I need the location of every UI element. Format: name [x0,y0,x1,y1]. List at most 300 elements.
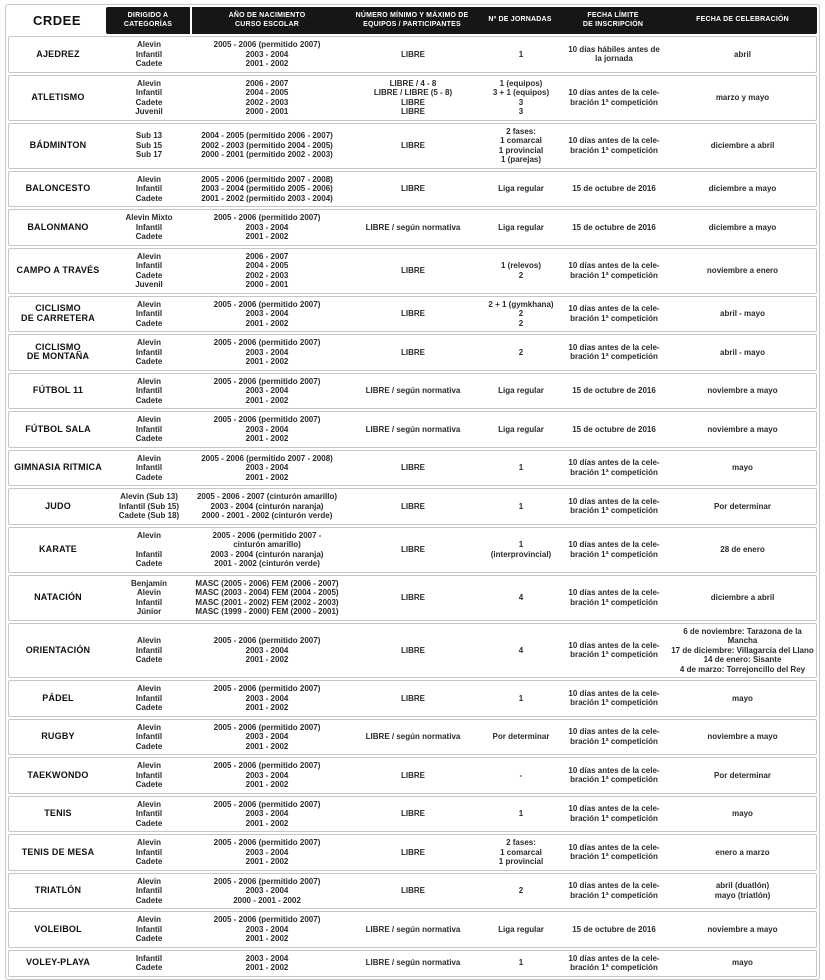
birth-years-cell [191,578,343,618]
fecha-celebracion-cell [669,578,816,618]
cell-line: 1 [518,463,524,472]
cell-line: 2005 - 2006 (permitido 2007 - [212,530,322,540]
cell-line: CAMPO A TRAVÉS [16,264,100,275]
cell-line: Cadete [135,318,163,328]
cell-line: Alevin [136,838,161,847]
cell-line: bración 1ª competición [570,352,658,362]
cell-line: CICLISMO [35,341,81,352]
cell-line: Infantil [135,770,163,780]
table-row [8,411,817,448]
cell-line: Infantil [135,693,163,703]
cell-line: 2003 - 2004 (cinturón naranja) [210,549,324,559]
fecha-celebracion-cell [669,174,816,205]
birth-years-cell [191,212,343,243]
cell-line: Alevin [136,722,161,732]
birth-years-cell [191,914,343,945]
cell-line: 2 fases: [506,838,536,847]
cell-line: 2004 - 2005 (permitido 2006 - 2007) [201,131,333,141]
jornadas-cell [483,578,559,618]
fecha-celebracion-cell [669,337,816,368]
cell-line: Alevin [136,251,161,261]
cell-line: MASC (2001 - 2002) FEM (2002 - 2003) [195,597,339,607]
cell-line: 2003 - 2004 [245,386,289,395]
cell-line: bración 1ª competición [570,597,658,607]
cell-line: 2001 - 2002 [245,963,289,972]
cell-line: 1 (relevos) [500,261,542,270]
cell-line: 1 (equipos) [499,78,543,88]
cell-line: CICLISMO [35,303,81,314]
header-equipos [342,7,482,34]
categories-cell [107,174,191,205]
birth-years-cell [191,799,343,830]
birth-years-cell [191,722,343,753]
cell-line: 2001 - 2002 [245,59,289,68]
cell-line: LIBRE [401,49,425,59]
cell-line: 15 de octubre de 2016 [572,386,656,395]
fecha-limite-cell [559,491,669,522]
cell-line: noviembre a mayo [707,386,778,395]
cell-line: Cadete [135,472,163,482]
cell-line: diciembre a abril [710,140,775,150]
cell-line: 10 días antes de la cele- [568,342,660,352]
sport-name-cell [9,251,107,291]
cell-line: 2004 - 2005 [245,261,289,270]
equipos-cell [343,683,483,714]
cell-line: 4 [518,592,524,602]
sport-name-cell [9,126,107,166]
cell-line: Infantil [135,463,163,472]
cell-line: Cadete [135,270,163,280]
cell-line: bración 1ª competición [570,736,658,746]
equipos-cell [343,530,483,570]
sport-name-cell [9,876,107,907]
jornadas-cell [483,530,559,570]
fecha-celebracion-cell [669,530,816,570]
table-row [8,873,817,910]
cell-line: Cadete [135,780,163,789]
equipos-cell [343,337,483,368]
header-fecha-celebracion [668,7,817,34]
sport-name-cell [9,722,107,753]
jornadas-cell [483,876,559,907]
equipos-cell [343,626,483,676]
cell-line: FÚTBOL 11 [32,385,84,395]
cell-line: bración 1ª competición [570,813,658,823]
cell-line: 10 días antes de la cele- [568,953,660,963]
jornadas-cell [483,722,559,753]
cell-line: 2003 - 2004 [245,49,289,59]
fecha-limite-cell [559,953,669,974]
equipos-cell [343,914,483,945]
cell-line: Infantil [135,88,163,97]
fecha-limite-cell [559,760,669,791]
table-row [8,75,817,121]
cell-line: abril [734,49,751,59]
table-header-row [8,7,817,34]
birth-years-cell [191,299,343,330]
categories-cell [107,78,191,118]
cell-line: 2003 - 2004 [245,732,289,741]
cell-line: Liga regular [498,222,544,232]
cell-line: Cadete (Sub 18) [118,511,180,520]
fecha-limite-cell [559,722,669,753]
cell-line: Benjamín [130,578,167,588]
cell-line: Por determinar [492,732,550,741]
cell-line: bración 1ª competición [570,963,658,972]
sport-name-cell [9,491,107,522]
cell-line: 1 comarcal [500,847,542,857]
cell-line: LIBRE [401,265,425,275]
cell-line: abril - mayo [720,309,765,318]
cell-line: 1 [518,49,524,59]
cell-line: diciembre a mayo [708,184,777,193]
sport-name-cell [9,376,107,407]
cell-line: Alevin [136,40,161,49]
categories-cell [107,212,191,243]
cell-line: (interprovincial) [490,549,552,559]
equipos-cell [343,837,483,868]
cell-line: Alevin [136,338,161,347]
cell-line: 2005 - 2006 (permitido 2007) [213,799,321,809]
cell-line: Cadete [135,857,163,866]
cell-line: Alevin [136,78,161,88]
sport-name-cell [9,953,107,974]
equipos-cell [343,799,483,830]
cell-line: LIBRE [401,886,425,895]
fecha-celebracion-cell [669,837,816,868]
cell-line: noviembre a enero [706,265,779,275]
cell-line: 2 [518,309,524,318]
birth-years-cell [191,174,343,205]
cell-line: Infantil [135,309,163,318]
categories-cell [107,251,191,291]
table-row [8,950,817,977]
birth-years-cell [191,251,343,291]
cell-line: 10 días antes de la cele- [568,261,660,270]
cell-line: 10 días antes de la cele- [568,496,660,506]
birth-years-cell [191,530,343,570]
cell-line: Cadete [135,59,163,68]
cell-line: TENIS [44,808,72,818]
categories-cell [107,722,191,753]
jornadas-cell [483,760,559,791]
cell-line: LIBRE / según normativa [365,222,461,232]
cell-line: 10 días antes de la cele- [568,640,660,650]
cell-line: 2002 - 2003 [245,270,289,280]
cell-line: LIBRE [401,544,425,554]
cell-line: 2000 - 2001 [245,280,289,289]
fecha-limite-cell [559,876,669,907]
cell-line: 2003 - 2004 [245,770,289,780]
cell-line: LIBRE [401,140,425,150]
cell-line: Infantil [135,347,163,357]
categories-cell [107,299,191,330]
fecha-limite-cell [559,39,669,70]
cell-line: 10 días antes de la cele- [568,842,660,852]
table-row [8,719,817,756]
cell-line: 2003 - 2004 [245,309,289,318]
cell-line: 2001 - 2002 [245,232,289,241]
sport-name-cell [9,626,107,676]
equipos-cell [343,251,483,291]
equipos-cell [343,722,483,753]
sport-name-cell [9,337,107,368]
jornadas-cell [483,299,559,330]
cell-line: Infantil [135,424,163,434]
cell-line: VOLEIBOL [34,923,82,934]
cell-line: Alevin [136,415,161,424]
fecha-limite-cell [559,799,669,830]
cell-line: LIBRE / según normativa [365,386,461,395]
cell-line: TAEKWONDO [27,769,89,780]
cell-line: LIBRE [401,592,425,602]
birth-years-cell [191,953,343,974]
fecha-celebracion-cell [669,760,816,791]
birth-years-cell [191,760,343,791]
cell-line: 2005 - 2006 (permitido 2007) [213,338,321,347]
cell-line: bración 1ª competición [570,890,658,900]
equipos-cell [343,376,483,407]
cell-line: Alevin [136,588,161,597]
fecha-limite-cell [559,251,669,291]
cell-line: LIBRE / LIBRE (5 - 8) [373,88,453,97]
fecha-limite-cell [559,78,669,118]
cell-line: 2001 - 2002 [245,357,289,366]
cell-line: 2000 - 2001 - 2002 [233,895,301,905]
cell-line: 2004 - 2005 [245,88,289,97]
cell-line: 2005 - 2006 (permitido 2007) [213,299,321,309]
birth-years-cell [191,626,343,676]
sport-name-cell [9,799,107,830]
cell-line: 2 + 1 (gymkhana) [488,299,554,309]
cell-line: 2003 - 2004 [245,886,289,895]
cell-line: FÚTBOL SALA [25,423,91,434]
table-row [8,373,817,410]
cell-line: bración 1ª competición [570,775,658,785]
cell-line: 2001 - 2002 [245,780,289,789]
categories-cell [107,453,191,484]
categories-cell [107,530,191,570]
cell-line: KARATE [38,543,78,554]
sport-name-cell [9,78,107,118]
jornadas-cell [483,174,559,205]
cell-line: LIBRE [401,847,425,857]
cell-line: Cadete [135,357,163,366]
table-row [8,834,817,871]
cell-line: bración 1ª competición [570,650,658,660]
jornadas-cell [483,953,559,974]
cell-line: LIBRE / según normativa [365,424,461,434]
categories-cell [107,683,191,714]
table-row [8,296,817,333]
fecha-celebracion-cell [669,299,816,330]
cell-line: DE CARRETERA [21,312,95,323]
cell-line: diciembre a mayo [708,222,777,232]
categories-cell [107,626,191,676]
fecha-celebracion-cell [669,683,816,714]
cell-line: 2001 - 2002 [245,655,289,664]
cell-line: bración 1ª competición [570,698,658,708]
cell-line: 10 días antes de la cele- [568,765,660,775]
cell-line: 2003 - 2004 (permitido 2005 - 2006) [201,184,333,193]
cell-line: NÚMERO MÍNIMO Y MÁXIMO DE [355,12,469,19]
fecha-celebracion-cell [669,799,816,830]
birth-years-cell [191,78,343,118]
cell-line: Cadete [135,934,163,943]
cell-line: bración 1ª competición [570,145,658,155]
cell-line: 2001 - 2002 [245,472,289,482]
birth-years-cell [191,453,343,484]
fecha-limite-cell [559,337,669,368]
cell-line: 2001 - 2002 [245,703,289,712]
cell-line: ATLETISMO [31,91,85,102]
cell-line: 2006 - 2007 [245,251,289,261]
equipos-cell [343,78,483,118]
table-row [8,623,817,679]
categories-cell [107,760,191,791]
cell-line: bración 1ª competición [570,549,658,559]
cell-line: 2003 - 2004 [245,424,289,434]
cell-line: LIBRE / según normativa [365,732,461,741]
fecha-limite-cell [559,376,669,407]
cell-line: 2005 - 2006 (permitido 2007 - 2008) [201,174,333,184]
equipos-cell [343,299,483,330]
cell-line: JUDO [45,500,71,511]
fecha-celebracion-cell [669,626,816,676]
sport-name-cell [9,530,107,570]
cell-line: 10 días antes de la cele- [568,804,660,814]
cell-line: Liga regular [498,386,544,395]
cell-line: Cadete [135,193,163,203]
cell-line: AJEDREZ [36,48,80,59]
cell-line: Cadete [135,395,163,405]
cell-line: 15 de octubre de 2016 [572,424,656,434]
cell-line: VOLEY-PLAYA [25,957,91,968]
cell-line: 1 [518,958,524,968]
cell-line: abril - mayo [720,347,765,357]
cell-line: CATEGORÍAS [123,20,173,28]
cell-line: PÁDEL [42,692,74,703]
cell-line: Infantil [135,261,163,270]
birth-years-cell [191,491,343,522]
cell-line: 2003 - 2004 (cinturón naranja) [210,501,324,511]
cell-line: DE INSCRIPCIÓN [582,20,644,28]
cell-line: Alevin (Sub 13) [120,492,178,501]
cell-line: LIBRE [401,770,425,780]
table-row [8,680,817,717]
cell-line: 6 de noviembre: Tarazona de la Mancha [683,626,802,645]
cell-line: 2001 - 2002 [245,318,289,328]
cell-line: Alevin [136,915,161,924]
cell-line: 2003 - 2004 [245,645,289,655]
cell-line: Alevin [136,299,161,309]
cell-line: 2001 - 2002 [245,857,289,866]
cell-line: 2005 - 2006 (permitido 2007) [213,376,321,386]
table-row [8,527,817,573]
cell-line: Infantil [135,386,163,395]
cell-line: mayo [732,463,753,472]
birth-years-cell [191,876,343,907]
cell-line: bración 1ª competición [570,270,658,280]
table-row [8,36,817,73]
cell-line: 2005 - 2006 (permitido 2007) [213,636,321,645]
cell-line: Cadete [135,963,163,972]
cell-line: DIRIGIDO A [127,12,169,19]
jornadas-cell [483,626,559,676]
sport-name-cell [9,414,107,445]
table-row [8,171,817,208]
cell-line: LIBRE [401,645,425,655]
table-row [8,488,817,525]
table-row [8,123,817,169]
fecha-celebracion-cell [669,876,816,907]
cell-line: Alevin [136,761,161,770]
cell-line: la jornada [595,54,633,64]
fecha-limite-cell [559,578,669,618]
categories-cell [107,876,191,907]
cell-line: Cadete [135,434,163,443]
cell-line: MASC (2003 - 2004) FEM (2004 - 2005) [195,588,339,597]
cell-line: bración 1ª competición [570,852,658,862]
cell-line: Cadete [135,703,163,712]
cell-line: Juvenil [135,107,163,116]
cell-line: noviembre a mayo [707,424,778,434]
cell-line: 2002 - 2003 (permitido 2004 - 2005) [201,140,333,150]
equipos-cell [343,126,483,166]
cell-line: Cadete [135,741,163,751]
fecha-celebracion-cell [669,126,816,166]
fecha-limite-cell [559,126,669,166]
jornadas-cell [483,39,559,70]
cell-line: RUGBY [41,731,75,741]
cell-line: Sub 17 [135,150,163,160]
fecha-limite-cell [559,212,669,243]
cell-line: 2 [518,318,524,328]
header-years [190,7,342,34]
cell-line: 4 de marzo: Torrejoncillo del Rey [679,664,806,674]
cell-line: MASC (2005 - 2006) FEM (2006 - 2007) [195,578,339,588]
sport-name-cell [9,683,107,714]
equipos-cell [343,491,483,522]
cell-line: 2005 - 2006 - 2007 (cinturón amarillo) [196,492,338,501]
cell-line: 2003 - 2004 [245,347,289,357]
cell-line: Por determinar [714,770,771,780]
fecha-celebracion-cell [669,251,816,291]
fecha-celebracion-cell [669,39,816,70]
cell-line: TENIS DE MESA [21,846,95,857]
categories-cell [107,126,191,166]
cell-line: Cadete [135,232,163,241]
cell-line: Liga regular [498,424,544,434]
table-row [8,450,817,487]
cell-line: Alevin [136,876,161,886]
cell-line: Cadete [135,818,163,828]
cell-line: AÑO DE NACIMIENTO [228,12,306,19]
fecha-celebracion-cell [669,212,816,243]
fecha-limite-cell [559,299,669,330]
cell-line: 2003 - 2004 [245,222,289,232]
cell-line: 3 [518,97,524,107]
equipos-cell [343,953,483,974]
cell-line: 10 días hábiles antes de [568,44,660,54]
cell-line: 2000 - 2001 (permitido 2002 - 2003) [201,150,333,160]
cell-line: 1 comarcal [500,136,542,145]
crdee-header: CRDEE [8,7,106,34]
cell-line: 4 [518,645,524,655]
categories-cell [107,578,191,618]
table-row [8,209,817,246]
fecha-celebracion-cell [669,491,816,522]
